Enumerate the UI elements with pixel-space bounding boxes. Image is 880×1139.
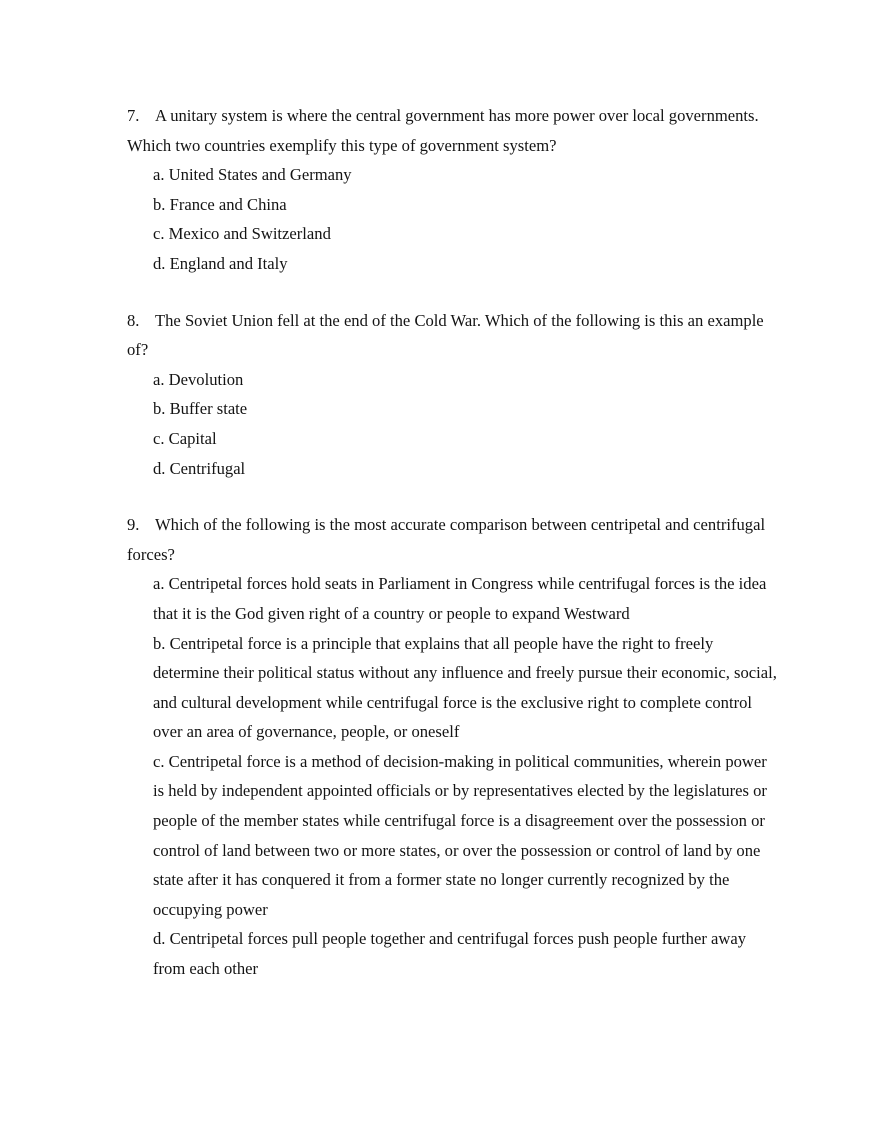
- question-block-8: [127, 306, 777, 484]
- question-number-9: 9.: [127, 515, 140, 535]
- option-9-d[interactable]: d. Centripetal forces pull people together and centrifugal forces push people further away from each other: [153, 929, 746, 979]
- option-8-c[interactable]: c. Capital: [153, 428, 217, 448]
- question-text-8: The Soviet Union fell at the end of the Cold War. Which of the following is this an example of?: [127, 310, 764, 360]
- question-number-7: 7.: [127, 106, 140, 125]
- option-7-b[interactable]: b. France and China: [153, 194, 287, 214]
- option-7-d[interactable]: d. England and Italy: [153, 253, 288, 273]
- option-8-b[interactable]: b. Buffer state: [153, 399, 248, 419]
- option-7-c[interactable]: c. Mexico and Switzerland: [153, 224, 331, 244]
- option-7-a[interactable]: a. United States and Germany: [153, 165, 352, 185]
- question-stem-9: [127, 510, 777, 569]
- question-block-9: [127, 510, 777, 984]
- question-text-9: Which of the following is the most accurate comparison between centripetal and centrifugal forces?: [127, 515, 766, 564]
- options-list-8: [127, 365, 777, 483]
- option-8-d[interactable]: d. Centrifugal: [153, 458, 246, 478]
- question-number-8: 8.: [127, 310, 140, 330]
- options-list-7: [127, 160, 777, 278]
- option-9-c[interactable]: c. Centripetal force is a method of decision-making in political communities, wherein power is held by independent appointed officials or by representatives elected by the legislatures or people of the member states while centrifugal force is a disagreement over the possession or control of land between two or more states, or over the possession or control of land by one state after it has conquered it from a former state no longer currently recognized by the occupying power: [153, 751, 767, 919]
- question-stem-7: [127, 101, 777, 160]
- question-stem-8: [127, 306, 777, 365]
- question-block-7: [127, 101, 777, 279]
- document-text-column: [127, 101, 777, 984]
- option-8-a[interactable]: a. Devolution: [153, 369, 244, 389]
- option-9-a[interactable]: a. Centripetal forces hold seats in Parliament in Congress while centrifugal forces is the idea that it is the God given right of a country or people to expand Westward: [153, 574, 767, 623]
- question-text-7: A unitary system is where the central government has more power over local governments. Which two countries exemplify this type of government system?: [127, 106, 759, 155]
- options-list-9: [127, 569, 777, 983]
- option-9-b[interactable]: b. Centripetal force is a principle that explains that all people have the right to freely determine their political status without any influence and freely pursue their economic, social, and cultural development while centrifugal force is the exclusive right to complete control over an area of governance, people, or oneself: [153, 633, 777, 742]
